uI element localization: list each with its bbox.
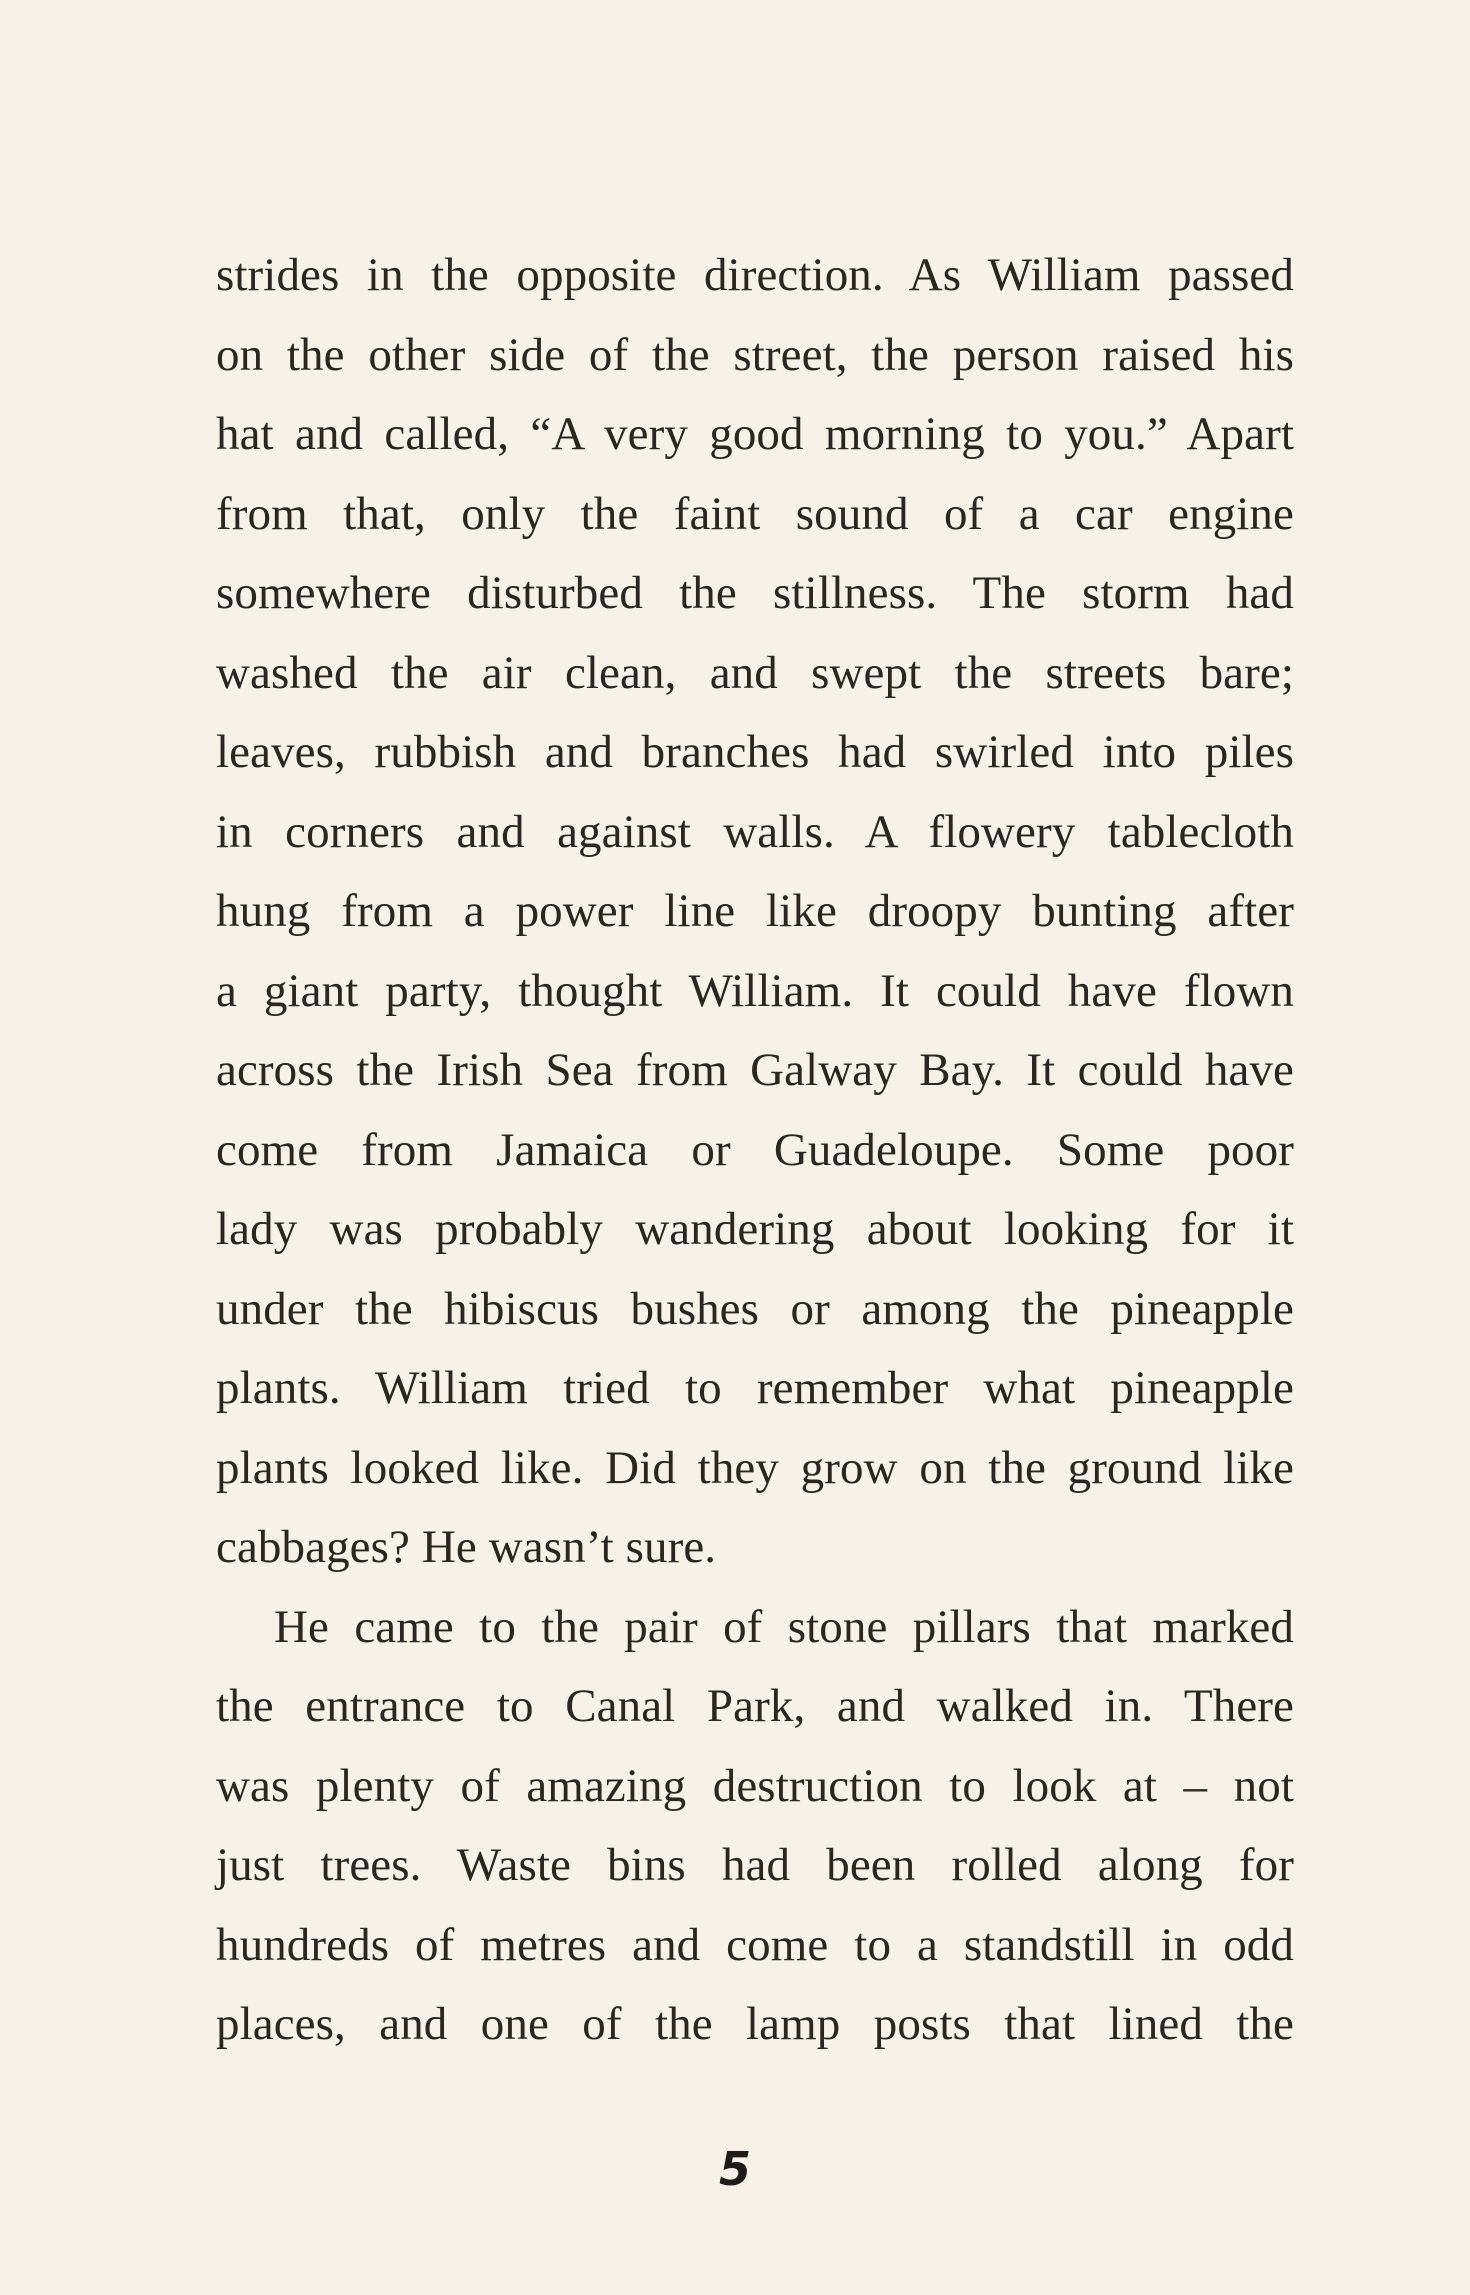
- text-line: hundreds of metres and come to a standstill in odd: [216, 1918, 1294, 1971]
- text-line: come from Jamaica or Guadeloupe. Some poor: [216, 1123, 1294, 1176]
- text-line: was plenty of amazing destruction to look at – not: [216, 1759, 1294, 1812]
- text-line: in corners and against walls. A flowery tablecloth: [216, 805, 1294, 858]
- text-line: hat and called, “A very good morning to you.” Apart: [216, 408, 1294, 460]
- text-line: a giant party, thought William. It could have flown: [216, 964, 1294, 1017]
- text-line: strides in the opposite direction. As William passed: [216, 249, 1294, 301]
- text-line: across the Irish Sea from Galway Bay. It could have: [216, 1044, 1294, 1096]
- text-line: plants. William tried to remember what pineapple: [216, 1362, 1294, 1414]
- text-line: places, and one of the lamp posts that lined the: [216, 1998, 1294, 2050]
- text-line: He came to the pair of stone pillars that marked: [274, 1600, 1294, 1653]
- text-line: plants looked like. Did they grow on the ground like: [216, 1441, 1294, 1494]
- text-line: leaves, rubbish and branches had swirled into piles: [216, 726, 1294, 778]
- text-line: under the hibiscus bushes or among the pineapple: [216, 1282, 1294, 1335]
- text-line: washed the air clean, and swept the streets bare;: [216, 646, 1294, 699]
- text-line: just trees. Waste bins had been rolled along for: [216, 1839, 1294, 1891]
- text-line: the entrance to Canal Park, and walked in. There: [216, 1680, 1294, 1732]
- text-line: on the other side of the street, the person raised his: [216, 328, 1294, 381]
- text-line: from that, only the faint sound of a car engine: [216, 487, 1294, 540]
- text-line: somewhere disturbed the stillness. The storm had: [216, 567, 1294, 619]
- text-line: cabbages? He wasn’t sure.: [216, 1521, 717, 1573]
- page-number: 5: [718, 2142, 751, 2196]
- body-text: [216, 236, 1294, 2065]
- text-line: lady was probably wandering about looking for it: [216, 1203, 1294, 1255]
- text-line: hung from a power line like droopy bunting after: [216, 885, 1294, 937]
